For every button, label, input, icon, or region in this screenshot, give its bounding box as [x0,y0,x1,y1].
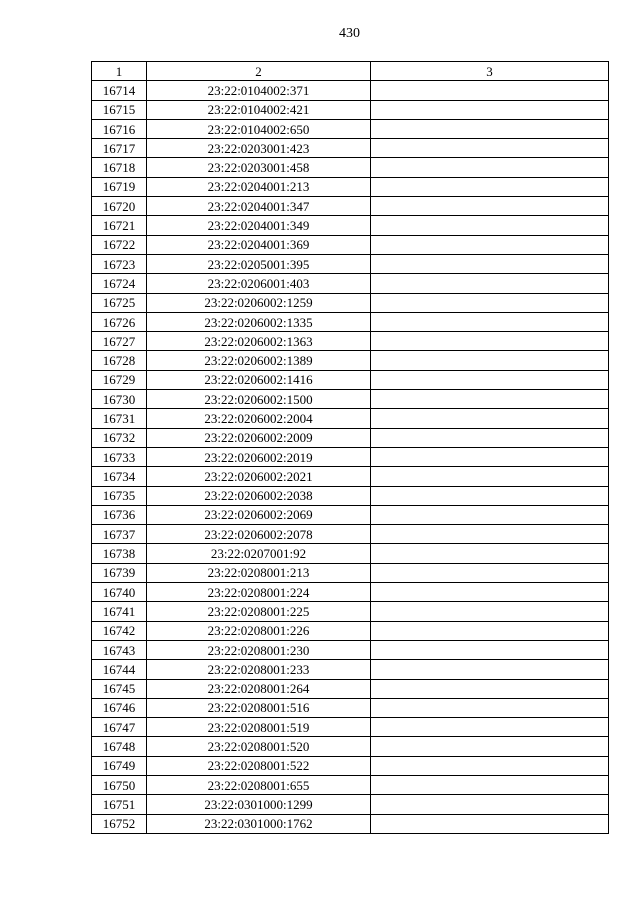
notes-cell [371,467,609,486]
table-row [92,563,609,582]
row-number-cell: 16720 [92,197,147,216]
notes-cell [371,370,609,389]
table-row [92,409,609,428]
row-number-cell: 16752 [92,814,147,833]
cadastral-number-cell: 23:22:0206002:2078 [147,525,371,544]
table-row [92,428,609,447]
notes-cell [371,795,609,814]
table-row [92,660,609,679]
cadastral-number-cell: 23:22:0206002:2069 [147,505,371,524]
notes-cell [371,602,609,621]
table-row [92,351,609,370]
notes-cell [371,525,609,544]
table-row [92,447,609,466]
table-row [92,312,609,331]
table-row [92,756,609,775]
table-row [92,100,609,119]
notes-cell [371,486,609,505]
table-row [92,505,609,524]
table-row [92,602,609,621]
table-row [92,737,609,756]
row-number-cell: 16719 [92,177,147,196]
cadastral-number-cell: 23:22:0206002:1416 [147,370,371,389]
table-row [92,293,609,312]
row-number-cell: 16722 [92,235,147,254]
table-row [92,139,609,158]
table-row [92,814,609,833]
table-row [92,81,609,100]
notes-cell [371,679,609,698]
cadastral-number-cell: 23:22:0203001:458 [147,158,371,177]
notes-cell [371,293,609,312]
notes-cell [371,775,609,794]
cadastral-number-cell: 23:22:0204001:347 [147,197,371,216]
table-row [92,640,609,659]
row-number-cell: 16716 [92,119,147,138]
row-number-cell: 16748 [92,737,147,756]
notes-cell [371,81,609,100]
table-row [92,583,609,602]
cadastral-number-cell: 23:22:0206002:1363 [147,332,371,351]
cadastral-number-cell: 23:22:0204001:213 [147,177,371,196]
cadastral-number-cell: 23:22:0208001:516 [147,698,371,717]
table-row [92,235,609,254]
cadastral-number-cell: 23:22:0206002:1259 [147,293,371,312]
row-number-cell: 16726 [92,312,147,331]
row-number-cell: 16738 [92,544,147,563]
cadastral-number-cell: 23:22:0206002:2038 [147,486,371,505]
table-row [92,216,609,235]
table-row [92,158,609,177]
cadastral-number-cell: 23:22:0301000:1762 [147,814,371,833]
row-number-cell: 16734 [92,467,147,486]
cadastral-number-cell: 23:22:0206002:2019 [147,447,371,466]
table-row [92,119,609,138]
row-number-cell: 16750 [92,775,147,794]
cadastral-number-cell: 23:22:0104002:650 [147,119,371,138]
registry-table [91,61,609,834]
cadastral-number-cell: 23:22:0206002:1335 [147,312,371,331]
row-number-cell: 16740 [92,583,147,602]
table-row [92,467,609,486]
row-number-cell: 16715 [92,100,147,119]
table-row [92,254,609,273]
row-number-cell: 16721 [92,216,147,235]
notes-cell [371,197,609,216]
cadastral-number-cell: 23:22:0204001:369 [147,235,371,254]
notes-cell [371,390,609,409]
notes-cell [371,332,609,351]
notes-cell [371,235,609,254]
notes-cell [371,177,609,196]
notes-cell [371,718,609,737]
cadastral-number-cell: 23:22:0205001:395 [147,254,371,273]
notes-cell [371,139,609,158]
page-number: 430 [339,26,360,41]
notes-cell [371,583,609,602]
row-number-cell: 16732 [92,428,147,447]
table-row [92,390,609,409]
row-number-cell: 16739 [92,563,147,582]
notes-cell [371,216,609,235]
notes-cell [371,409,609,428]
row-number-cell: 16743 [92,640,147,659]
cadastral-number-cell: 23:22:0203001:423 [147,139,371,158]
row-number-cell: 16745 [92,679,147,698]
notes-cell [371,119,609,138]
table-row [92,621,609,640]
table-row [92,332,609,351]
cadastral-number-cell: 23:22:0208001:226 [147,621,371,640]
column-header-1: 1 [92,62,147,81]
notes-cell [371,640,609,659]
cadastral-number-cell: 23:22:0104002:421 [147,100,371,119]
row-number-cell: 16723 [92,254,147,273]
table-row [92,274,609,293]
row-number-cell: 16728 [92,351,147,370]
table-row [92,718,609,737]
table-row [92,679,609,698]
cadastral-number-cell: 23:22:0208001:264 [147,679,371,698]
notes-cell [371,254,609,273]
cadastral-number-cell: 23:22:0208001:213 [147,563,371,582]
notes-cell [371,756,609,775]
cadastral-number-cell: 23:22:0206002:1500 [147,390,371,409]
cadastral-number-cell: 23:22:0208001:225 [147,602,371,621]
cadastral-number-cell: 23:22:0207001:92 [147,544,371,563]
notes-cell [371,351,609,370]
notes-cell [371,312,609,331]
row-number-cell: 16744 [92,660,147,679]
table-row [92,177,609,196]
row-number-cell: 16751 [92,795,147,814]
cadastral-number-cell: 23:22:0208001:224 [147,583,371,602]
cadastral-number-cell: 23:22:0206002:2004 [147,409,371,428]
cadastral-number-cell: 23:22:0208001:233 [147,660,371,679]
row-number-cell: 16747 [92,718,147,737]
notes-cell [371,505,609,524]
cadastral-number-cell: 23:22:0208001:655 [147,775,371,794]
table-row [92,486,609,505]
cadastral-number-cell: 23:22:0206001:403 [147,274,371,293]
cadastral-number-cell: 23:22:0206002:2009 [147,428,371,447]
row-number-cell: 16735 [92,486,147,505]
cadastral-number-cell: 23:22:0208001:522 [147,756,371,775]
table-header-row [92,62,609,81]
row-number-cell: 16717 [92,139,147,158]
row-number-cell: 16718 [92,158,147,177]
column-header-2: 2 [147,62,371,81]
column-header-3: 3 [371,62,609,81]
table-row [92,775,609,794]
row-number-cell: 16733 [92,447,147,466]
notes-cell [371,544,609,563]
notes-cell [371,447,609,466]
table-row [92,544,609,563]
notes-cell [371,737,609,756]
table-row [92,197,609,216]
table-body [92,81,609,834]
cadastral-number-cell: 23:22:0206002:1389 [147,351,371,370]
notes-cell [371,100,609,119]
cadastral-number-cell: 23:22:0104002:371 [147,81,371,100]
row-number-cell: 16737 [92,525,147,544]
row-number-cell: 16714 [92,81,147,100]
table-row [92,525,609,544]
row-number-cell: 16736 [92,505,147,524]
notes-cell [371,563,609,582]
row-number-cell: 16724 [92,274,147,293]
row-number-cell: 16742 [92,621,147,640]
table-row [92,370,609,389]
notes-cell [371,428,609,447]
row-number-cell: 16725 [92,293,147,312]
cadastral-number-cell: 23:22:0301000:1299 [147,795,371,814]
table-row [92,795,609,814]
row-number-cell: 16729 [92,370,147,389]
cadastral-number-cell: 23:22:0206002:2021 [147,467,371,486]
notes-cell [371,814,609,833]
row-number-cell: 16746 [92,698,147,717]
table-row [92,698,609,717]
row-number-cell: 16730 [92,390,147,409]
row-number-cell: 16731 [92,409,147,428]
notes-cell [371,274,609,293]
notes-cell [371,621,609,640]
notes-cell [371,158,609,177]
row-number-cell: 16727 [92,332,147,351]
cadastral-number-cell: 23:22:0208001:230 [147,640,371,659]
notes-cell [371,660,609,679]
cadastral-number-cell: 23:22:0204001:349 [147,216,371,235]
cadastral-number-cell: 23:22:0208001:519 [147,718,371,737]
row-number-cell: 16741 [92,602,147,621]
notes-cell [371,698,609,717]
cadastral-number-cell: 23:22:0208001:520 [147,737,371,756]
row-number-cell: 16749 [92,756,147,775]
